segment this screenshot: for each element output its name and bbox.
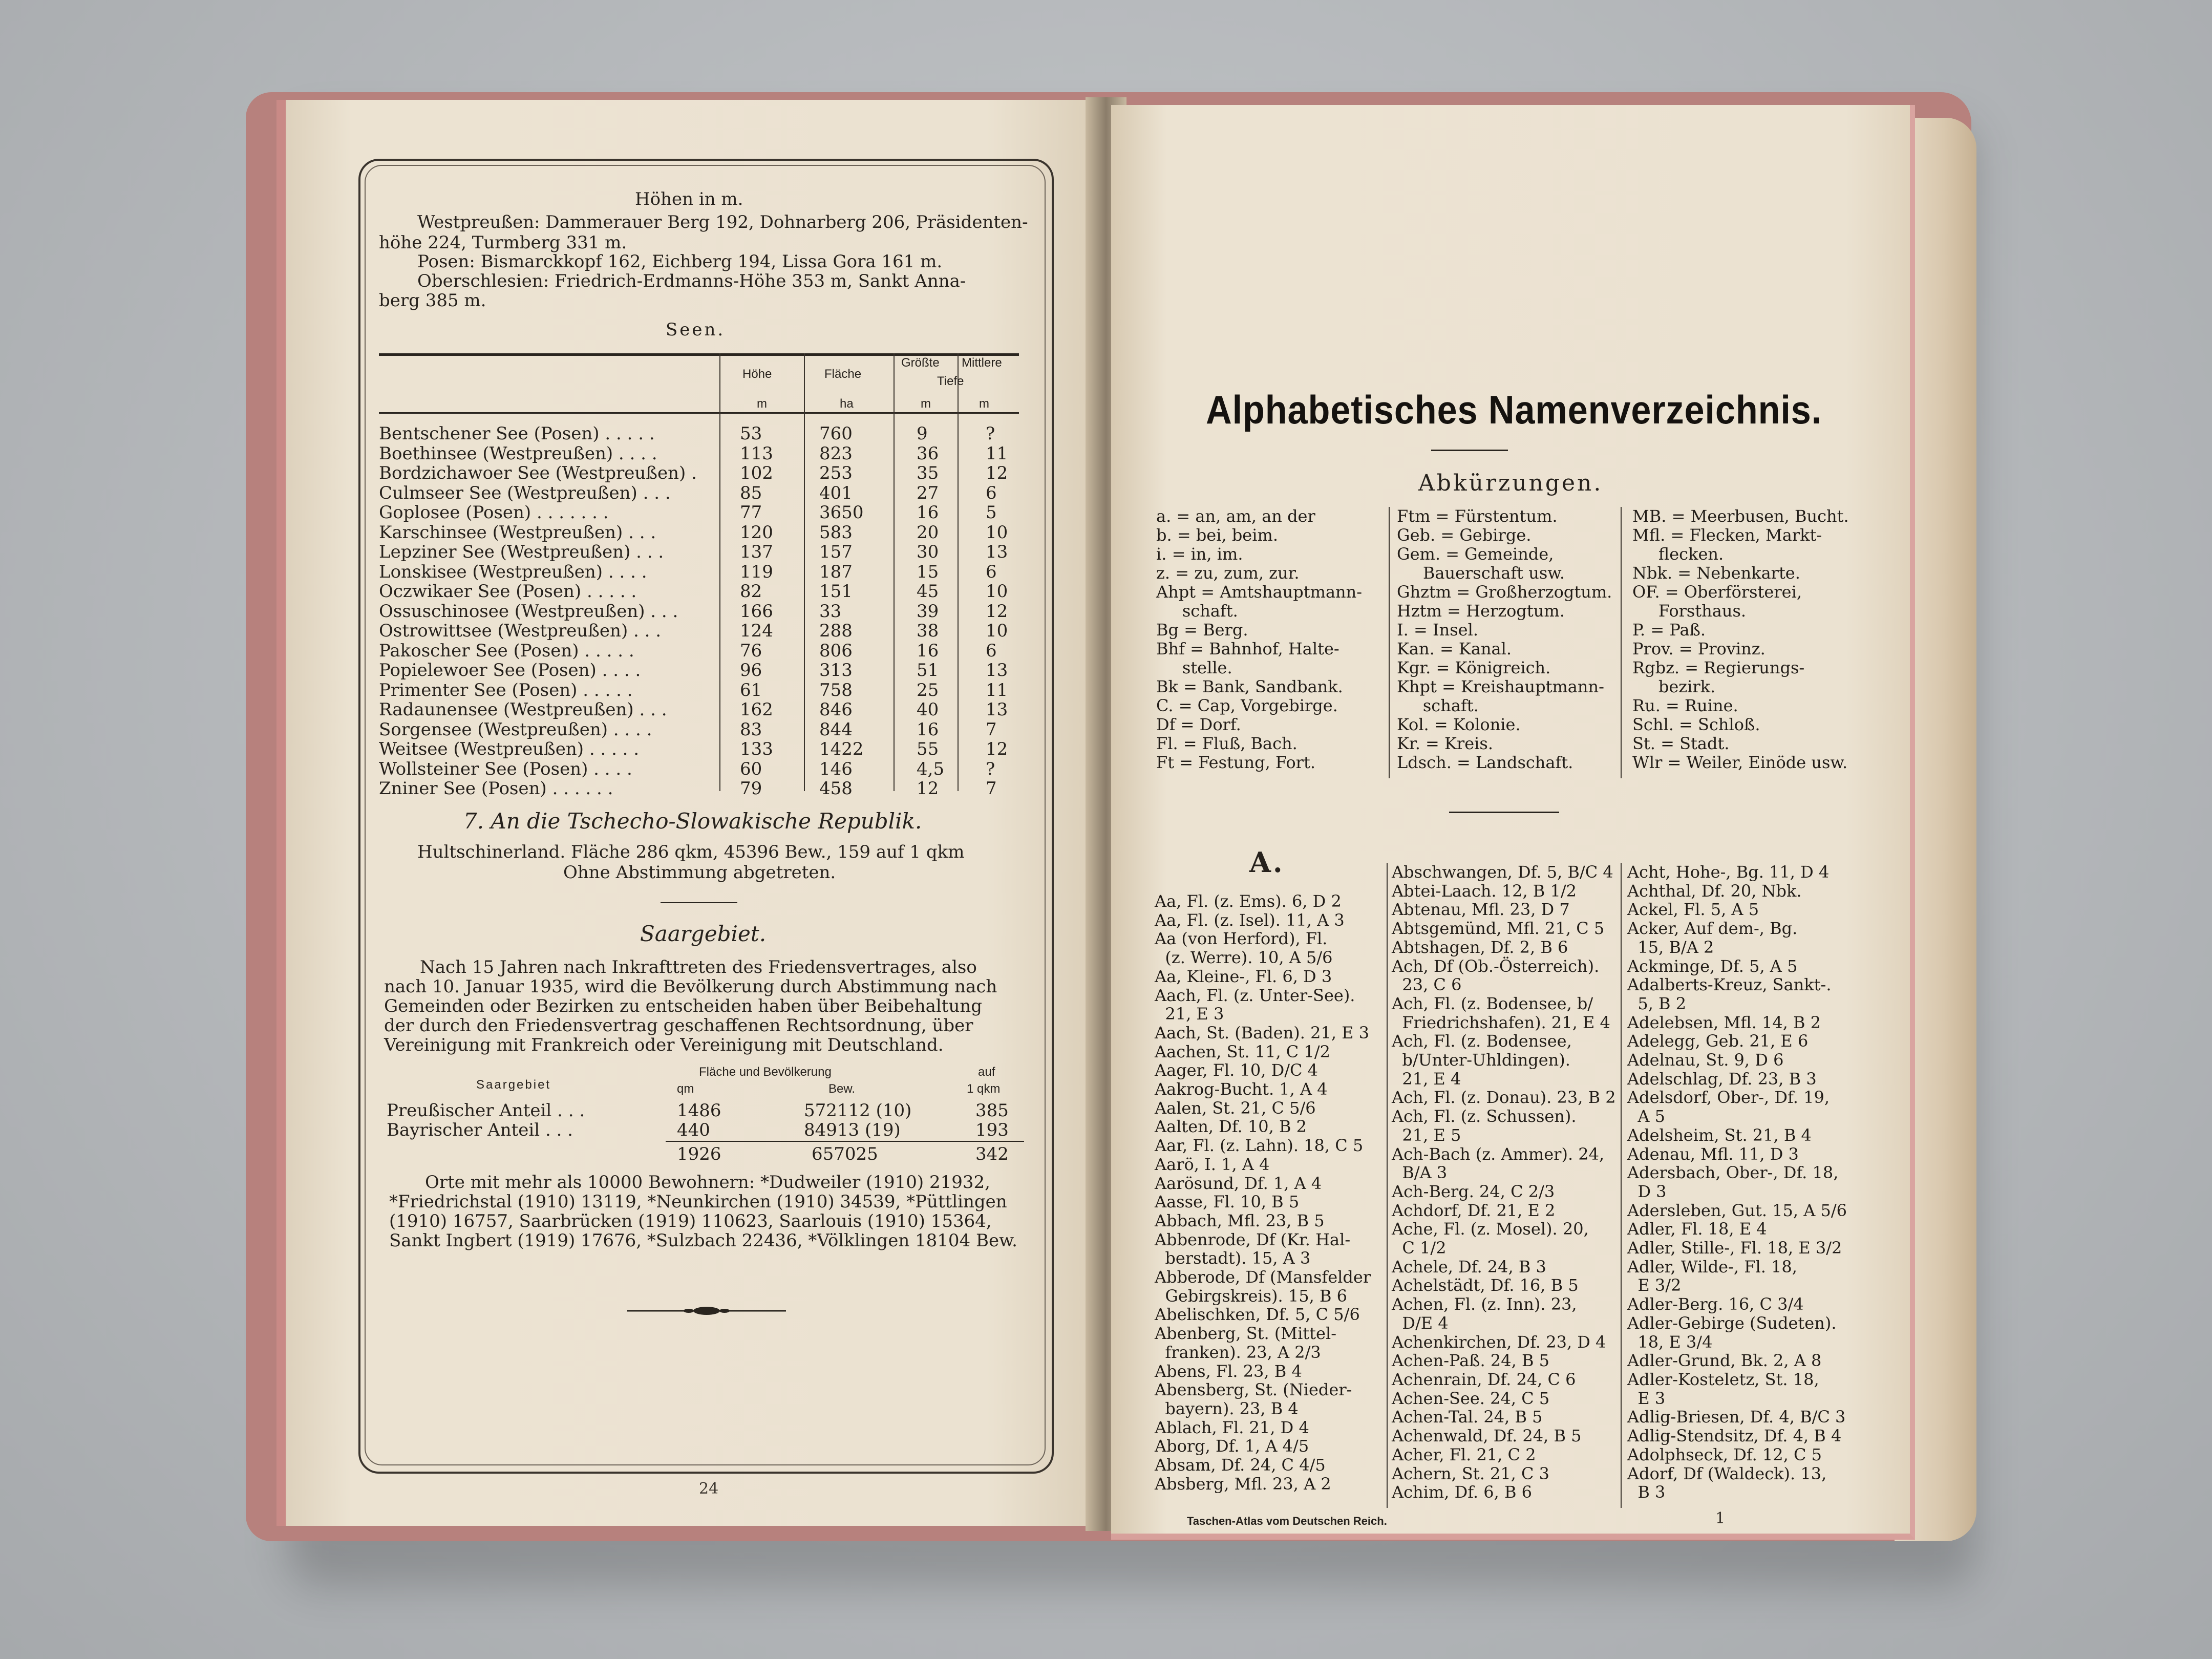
lake-name-cell: Boethinsee (Westpreußen) . . . .: [379, 443, 657, 464]
lake-value-cell: 12: [986, 463, 1008, 483]
saar-value-cell: 193: [975, 1120, 1009, 1140]
lake-name-cell: Primenter See (Posen) . . . . .: [379, 679, 633, 700]
lake-value-cell: 39: [917, 601, 939, 622]
saar-value-cell: 572112 (10): [804, 1100, 912, 1121]
lakes-heading: Seen.: [666, 320, 726, 340]
lake-value-cell: 844: [819, 719, 853, 740]
lake-name-cell: Zniner See (Posen) . . . . . .: [379, 778, 613, 799]
lake-name-cell: Sorgensee (Westpreußen) . . . .: [379, 719, 652, 740]
lake-value-cell: 6: [986, 640, 997, 661]
lake-value-cell: 45: [917, 581, 939, 602]
abbreviations-column: a. = an, am, an der b. = bei, beim. i. = in, im. z. = zu, zum, zur. Ahpt = Amtshauptmann- schaft. Bg = Berg. Bhf = Bahnhof, Halte- stelle. Bk = Bank, Sandbank. C. = Cap, Vorgebirge. Df = Dorf. Fl. = Fluß, Bach. Ft = Festung, Fort.: [1156, 506, 1363, 772]
lake-value-cell: 137: [740, 542, 773, 562]
saar-total-cell: 342: [975, 1144, 1009, 1164]
right-page-footer: Taschen-Atlas vom Deutschen Reich.: [1187, 1515, 1387, 1527]
lake-value-cell: 16: [917, 502, 939, 523]
lake-value-cell: 846: [819, 699, 853, 720]
lake-value-cell: 83: [740, 719, 762, 740]
lake-value-cell: 27: [917, 482, 939, 503]
saar-col-header: Bew.: [828, 1082, 856, 1096]
saar-col-header: auf: [978, 1065, 995, 1079]
lake-value-cell: 4,5: [917, 758, 945, 779]
lake-value-cell: 53: [740, 423, 762, 444]
lake-name-cell: Lepziner See (Westpreußen) . . .: [379, 542, 664, 562]
lake-value-cell: 33: [819, 601, 842, 622]
lake-value-cell: ?: [986, 423, 995, 444]
lake-value-cell: ?: [986, 758, 995, 779]
towns-line: (1910) 16757, Saarbrücken (1919) 110623, Saarlouis (1910) 15364,: [389, 1211, 992, 1231]
lake-name-cell: Oczwikaer See (Posen) . . . . .: [379, 581, 637, 602]
towns-line: Orte mit mehr als 10000 Bewohnern: *Dudweiler (1910) 21932,: [425, 1172, 990, 1193]
index-letter-heading: A.: [1249, 846, 1285, 879]
lake-name-cell: Wollsteiner See (Posen) . . . .: [379, 758, 632, 779]
index-column: Abschwangen, Df. 5, B/C 4 Abtei-Laach. 12, B 1/2 Abtenau, Mfl. 23, D 7 Abtsgemünd, Mfl. 21, C 5 Abtshagen, Df. 2, B 6 Ach, Df (Ob.-Österreich). 23, C 6 Ach, Fl. (z. Bodensee, b/ Friedrichshafen). 21, E 4 Ach, Fl. (z. Bodensee, b/Unter-Uhldingen). 21, E 4 Ach, Fl. (z. Donau). 23, B 2 Ach, Fl. (z. Schussen). 21, E 5 Ach-Bach (z. Ammer). 24, B/A 3 Ach-Berg. 24, C 2/3 Achdorf, Df. 21, E 2 Ache, Fl. (z. Mosel). 20, C 1/2 Achele, Df. 24, B 3 Achelstädt, Df. 16, B 5 Achen, Fl. (z. Inn). 23, D/E 4 Achenkirchen, Df. 23, D 4 Achen-Paß. 24, B 5 Achenrain, Df. 24, C 6 Achen-See. 24, C 5 Achen-Tal. 24, B 5 Achenwald, Df. 24, B 5 Acher, Fl. 21, C 2 Achern, St. 21, C 3 Achim, Df. 6, B 6: [1392, 862, 1616, 1502]
lake-name-cell: Weitsee (Westpreußen) . . . . .: [379, 739, 640, 759]
lake-value-cell: 36: [917, 443, 939, 464]
abbreviations-divider: [1621, 507, 1622, 778]
lake-value-cell: 16: [917, 640, 939, 661]
lakes-table-divider: [958, 353, 959, 791]
lake-value-cell: 10: [986, 581, 1008, 602]
left-page-number: 24: [699, 1480, 719, 1498]
lake-value-cell: 51: [917, 660, 939, 680]
lake-value-cell: 313: [819, 660, 853, 680]
index-divider: [1621, 863, 1622, 1508]
lake-value-cell: 5: [986, 502, 997, 523]
lake-value-cell: 82: [740, 581, 762, 602]
lake-value-cell: 10: [986, 621, 1008, 641]
lake-value-cell: 55: [917, 739, 939, 759]
lakes-unit: m: [921, 397, 931, 411]
lake-value-cell: 35: [917, 463, 939, 483]
lakes-unit: m: [757, 397, 767, 411]
lake-value-cell: 77: [740, 502, 762, 523]
towns-line: Sankt Ingbert (1919) 17676, *Sulzbach 22436, *Völklingen 18104 Bew.: [389, 1230, 1017, 1251]
lake-value-cell: 133: [740, 739, 773, 759]
lake-name-cell: Ostrowittsee (Westpreußen) . . .: [379, 621, 662, 641]
section-divider: [661, 902, 737, 903]
heights-heading: Höhen in m.: [635, 189, 743, 209]
lake-value-cell: 10: [986, 522, 1008, 543]
lake-value-cell: 401: [819, 482, 853, 503]
lake-name-cell: Popielewoer See (Posen) . . . .: [379, 660, 641, 680]
heights-line: Posen: Bismarckkopf 162, Eichberg 194, Lissa Gora 161 m.: [417, 251, 943, 272]
saar-region-cell: Bayrischer Anteil . . .: [387, 1120, 573, 1140]
saar-col-header: 1 qkm: [967, 1082, 1001, 1096]
lakes-unit: m: [979, 397, 989, 411]
lakes-col-header: Tiefe: [937, 374, 964, 388]
index-column: Aa, Fl. (z. Ems). 6, D 2 Aa, Fl. (z. Isel). 11, A 3 Aa (von Herford), Fl. (z. Werre). 10, A 5/6 Aa, Kleine-, Fl. 6, D 3 Aach, Fl. (z. Unter-See). 21, E 3 Aach, St. (Baden). 21, E 3 Aachen, St. 11, C 1/2 Aager, Fl. 10, D/C 4 Aakrog-Bucht. 1, A 4 Aalen, St. 21, C 5/6 Aalten, Df. 10, B 2 Aar, Fl. (z. Lahn). 18, C 5 Aarö, I. 1, A 4 Aarösund, Df. 1, A 4 Aasse, Fl. 10, B 5 Abbach, Mfl. 23, B 5 Abbenrode, Df (Kr. Hal- berstadt). 15, A 3 Abberode, Df (Mansfelder Gebirgskreis). 15, B 6 Abelischken, Df. 5, C 5/6 Abenberg, St. (Mittel- franken). 23, A 2/3 Abens, Fl. 23, B 4 Abensberg, St. (Nieder- bayern). 23, B 4 Ablach, Fl. 21, D 4 Aborg, Df. 1, A 4/5 Absam, Df. 24, C 4/5 Absberg, Mfl. 23, A 2: [1155, 891, 1371, 1494]
index-column: Acht, Hohe-, Bg. 11, D 4 Achthal, Df. 20, Nbk. Ackel, Fl. 5, A 5 Acker, Auf dem-, Bg. 15, B/A 2 Ackminge, Df. 5, A 5 Adalberts-Kreuz, Sankt-. 5, B 2 Adelebsen, Mfl. 14, B 2 Adelegg, Geb. 21, E 6 Adelnau, St. 9, D 6 Adelschlag, Df. 23, B 3 Adelsdorf, Ober-, Df. 19, A 5 Adelsheim, St. 21, B 4 Adenau, Mfl. 11, D 3 Adersbach, Ober-, Df. 18, D 3 Adersleben, Gut. 15, A 5/6 Adler, Fl. 18, E 4 Adler, Stille-, Fl. 18, E 3/2 Adler, Wilde-, Fl. 18, E 3/2 Adler-Berg. 16, C 3/4 Adler-Gebirge (Sudeten). 18, E 3/4 Adler-Grund, Bk. 2, A 8 Adler-Kosteletz, St. 18, E 3 Adlig-Briesen, Df. 4, B/C 3 Adlig-Stendsitz, Df. 4, B 4 Adolphseck, Df. 12, C 5 Adorf, Df (Waldeck). 13, B 3: [1627, 862, 1847, 1502]
saar-line: Vereinigung mit Frankreich oder Vereinigung mit Deutschland.: [384, 1035, 944, 1055]
lake-name-cell: Ossuschinosee (Westpreußen) . . .: [379, 601, 678, 622]
lake-value-cell: 583: [819, 522, 853, 543]
abbreviations-column: MB. = Meerbusen, Bucht. Mfl. = Flecken, Markt- flecken. Nbk. = Nebenkarte. OF. = Oberförsterei, Forsthaus. P. = Paß. Prov. = Provinz. Rgbz. = Regierungs- bezirk. Ru. = Ruine. Schl. = Schloß. St. = Stadt. Wlr = Weiler, Einöde usw.: [1632, 506, 1849, 772]
saar-line: der durch den Friedensvertrag geschaffenen Rechtsordnung, über: [384, 1015, 973, 1036]
lake-value-cell: 9: [917, 423, 928, 444]
saar-total-rule: [666, 1141, 1024, 1142]
title-underline: [1431, 450, 1508, 451]
lakes-col-header: Mittlere: [962, 356, 1002, 370]
lake-value-cell: 120: [740, 522, 773, 543]
lake-value-cell: 7: [986, 719, 997, 740]
lake-value-cell: 823: [819, 443, 853, 464]
abbreviations-column: Ftm = Fürstentum. Geb. = Gebirge. Gem. = Gemeinde, Bauerschaft usw. Ghztm = Großherzogtum. Hztm = Herzogtum. I. = Insel. Kan. = Kanal. Kgr. = Königreich. Khpt = Kreishauptmann- schaft. Kol. = Kolonie. Kr. = Kreis. Ldsch. = Landschaft.: [1397, 506, 1612, 772]
lake-value-cell: 61: [740, 679, 762, 700]
lake-value-cell: 96: [740, 660, 762, 680]
lake-value-cell: 146: [819, 758, 853, 779]
lake-value-cell: 79: [740, 778, 762, 799]
lake-value-cell: 253: [819, 463, 853, 483]
saar-col-header: Fläche und Bevölkerung: [699, 1065, 832, 1079]
lake-value-cell: 458: [819, 778, 853, 799]
heights-line: Oberschlesien: Friedrich-Erdmanns-Höhe 353 m, Sankt Anna-: [417, 271, 966, 291]
lake-value-cell: 38: [917, 621, 939, 641]
lake-value-cell: 11: [986, 443, 1008, 464]
lake-value-cell: 6: [986, 482, 997, 503]
heights-line: höhe 224, Turmberg 331 m.: [379, 232, 627, 253]
saar-line: Gemeinden oder Bezirken zu entscheiden haben über Beibehaltung: [384, 996, 983, 1016]
lake-value-cell: 288: [819, 621, 853, 641]
index-divider: [1387, 863, 1388, 1508]
lake-name-cell: Lonskisee (Westpreußen) . . . .: [379, 561, 647, 582]
saar-value-cell: 84913 (19): [804, 1120, 901, 1140]
index-title: Alphabetisches Namenverzeichnis.: [1206, 387, 1822, 432]
lake-value-cell: 76: [740, 640, 762, 661]
lake-value-cell: 13: [986, 660, 1008, 680]
lake-value-cell: 12: [986, 601, 1008, 622]
lake-value-cell: 806: [819, 640, 853, 661]
right-page-number: 1: [1715, 1509, 1726, 1527]
czech-line: Ohne Abstimmung abgetreten.: [563, 862, 836, 883]
lake-value-cell: 11: [986, 679, 1008, 700]
lake-name-cell: Goplosee (Posen) . . . . . . .: [379, 502, 609, 523]
lake-value-cell: 13: [986, 542, 1008, 562]
saar-total-cell: 1926: [677, 1144, 721, 1164]
lake-value-cell: 25: [917, 679, 939, 700]
lake-value-cell: 102: [740, 463, 773, 483]
lake-value-cell: 15: [917, 561, 939, 582]
lake-name-cell: Pakoscher See (Posen) . . . . .: [379, 640, 634, 661]
lake-value-cell: 113: [740, 443, 773, 464]
lake-value-cell: 187: [819, 561, 853, 582]
lakes-col-header: Höhe: [742, 367, 772, 381]
lake-value-cell: 60: [740, 758, 762, 779]
saar-col-header: qm: [677, 1082, 694, 1096]
heights-line: Westpreußen: Dammerauer Berg 192, Dohnarberg 206, Präsidenten-: [417, 212, 1028, 232]
lake-value-cell: 13: [986, 699, 1008, 720]
abbreviations-divider: [1389, 507, 1390, 778]
saar-region-cell: Preußischer Anteil . . .: [387, 1100, 585, 1121]
lake-name-cell: Radaunensee (Westpreußen) . . .: [379, 699, 667, 720]
saar-heading: Saargebiet.: [640, 921, 767, 946]
saar-value-cell: 440: [677, 1120, 710, 1140]
lake-name-cell: Bentschener See (Posen) . . . . .: [379, 423, 655, 444]
lake-value-cell: 20: [917, 522, 939, 543]
towns-line: *Friedrichstal (1910) 13119, *Neunkirchen (1910) 34539, *Püttlingen: [389, 1192, 1007, 1212]
lake-value-cell: 7: [986, 778, 997, 799]
lakes-table-divider: [894, 353, 895, 791]
czech-line: Hultschinerland. Fläche 286 qkm, 45396 Bew., 159 auf 1 qkm: [417, 842, 965, 862]
lake-value-cell: 760: [819, 423, 853, 444]
lake-value-cell: 166: [740, 601, 773, 622]
saar-col-label: Saargebiet: [476, 1078, 551, 1092]
lake-value-cell: 40: [917, 699, 939, 720]
saar-line: Nach 15 Jahren nach Inkrafttreten des Friedensvertrages, also: [420, 957, 977, 977]
heights-line: berg 385 m.: [379, 290, 486, 311]
lake-value-cell: 119: [740, 561, 773, 582]
lake-value-cell: 157: [819, 542, 853, 562]
lake-value-cell: 758: [819, 679, 853, 700]
lake-value-cell: 151: [819, 581, 853, 602]
lake-value-cell: 1422: [819, 739, 864, 759]
lakes-col-header: Fläche: [824, 367, 862, 381]
lake-value-cell: 6: [986, 561, 997, 582]
lakes-table-divider: [719, 353, 720, 791]
lakes-unit: ha: [840, 397, 854, 411]
section-divider: [1449, 812, 1559, 813]
lake-value-cell: 16: [917, 719, 939, 740]
lake-name-cell: Karschinsee (Westpreußen) . . .: [379, 522, 656, 543]
czech-heading: 7. An die Tschecho-Slowakische Republik.: [463, 809, 922, 834]
lakes-table-divider: [804, 353, 805, 791]
lakes-col-header: Größte: [901, 356, 940, 370]
lake-value-cell: 3650: [819, 502, 864, 523]
lake-value-cell: 85: [740, 482, 762, 503]
abbreviations-heading: Abkürzungen.: [1418, 470, 1603, 496]
lake-value-cell: 30: [917, 542, 939, 562]
saar-total-cell: 657025: [812, 1144, 878, 1164]
lake-name-cell: Culmseer See (Westpreußen) . . .: [379, 482, 671, 503]
lake-name-cell: Bordzichawoer See (Westpreußen) .: [379, 463, 697, 483]
lake-value-cell: 124: [740, 621, 773, 641]
lake-value-cell: 12: [986, 739, 1008, 759]
lake-value-cell: 12: [917, 778, 939, 799]
saar-value-cell: 385: [975, 1100, 1009, 1121]
lake-value-cell: 162: [740, 699, 773, 720]
saar-value-cell: 1486: [677, 1100, 721, 1121]
ornament-divider: [627, 1301, 786, 1321]
saar-line: nach 10. Januar 1935, wird die Bevölkerung durch Abstimmung nach: [384, 976, 997, 997]
